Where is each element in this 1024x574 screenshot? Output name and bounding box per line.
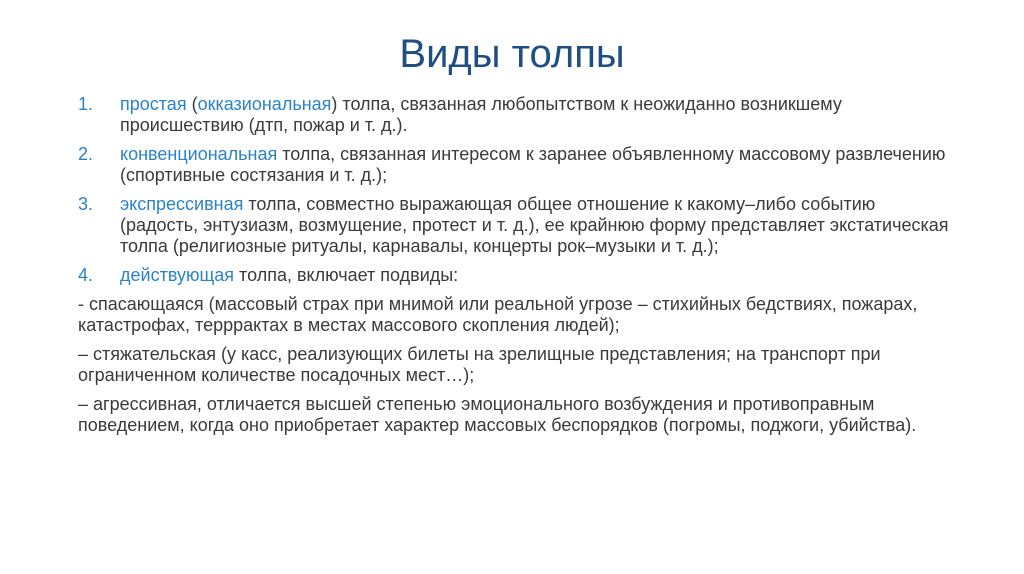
list-item-2 — [78, 144, 958, 186]
item-description: толпа, совместно выражающая общее отношение к какому–либо событию (радость, энтузиазм, возмущение, протест и т. д.), ее крайнюю форму представляет экстатическая толпа (религиозные ритуалы, карнавалы, концерты рок–музыки и т. д.); — [120, 194, 949, 256]
slide-title: Виды толпы — [399, 32, 625, 76]
crowd-type-term: экспрессивная — [120, 194, 244, 214]
text-fragment: ( — [186, 94, 198, 114]
crowd-type-term: действующая — [120, 265, 235, 285]
list-item-4 — [78, 265, 958, 286]
list-number: 2. — [78, 144, 94, 164]
subtype-paragraph-3: – агрессивная, отличается высшей степенью эмоционального возбуждения и противоправным поведением, когда оно приобретает характер массовых беспорядков (погромы, поджоги, убийства). — [78, 394, 917, 435]
subtype-paragraph-2: – стяжательская (у касс, реализующих билеты на зрелищные представления; на транспорт при ограниченном количестве посадочных мест…); — [78, 344, 881, 385]
list-item-1 — [78, 94, 958, 136]
list-item-text — [120, 265, 958, 286]
slide-content — [78, 94, 958, 444]
item-description: толпа, связанная интересом к заранее объявленному массовому развлечению (спортивные состязания и т. д.); — [120, 144, 946, 185]
crowd-type-term: простая — [120, 94, 187, 114]
item-description: толпа, включает подвиды: — [234, 265, 459, 285]
list-item-text — [120, 144, 958, 186]
list-item-text — [120, 94, 958, 136]
list-number: 1. — [78, 94, 94, 114]
list-item-3 — [78, 194, 958, 257]
subtype-paragraph-1: - спасающаяся (массовый страх при мнимой или реальной угрозе – стихийных бедствиях, пожарах, катастрофах, терррактах в местах массового скопления людей); — [78, 294, 918, 335]
crowd-type-term-alt: окказиональная — [197, 94, 332, 114]
list-number: 4. — [78, 265, 94, 285]
crowd-type-term: конвенциональная — [120, 144, 278, 164]
list-item-text — [120, 194, 958, 257]
item-description: ) толпа, связанная любопытством к неожиданно возникшему происшествию (дтп, пожар и т. д.). — [120, 94, 842, 135]
list-number: 3. — [78, 194, 94, 214]
